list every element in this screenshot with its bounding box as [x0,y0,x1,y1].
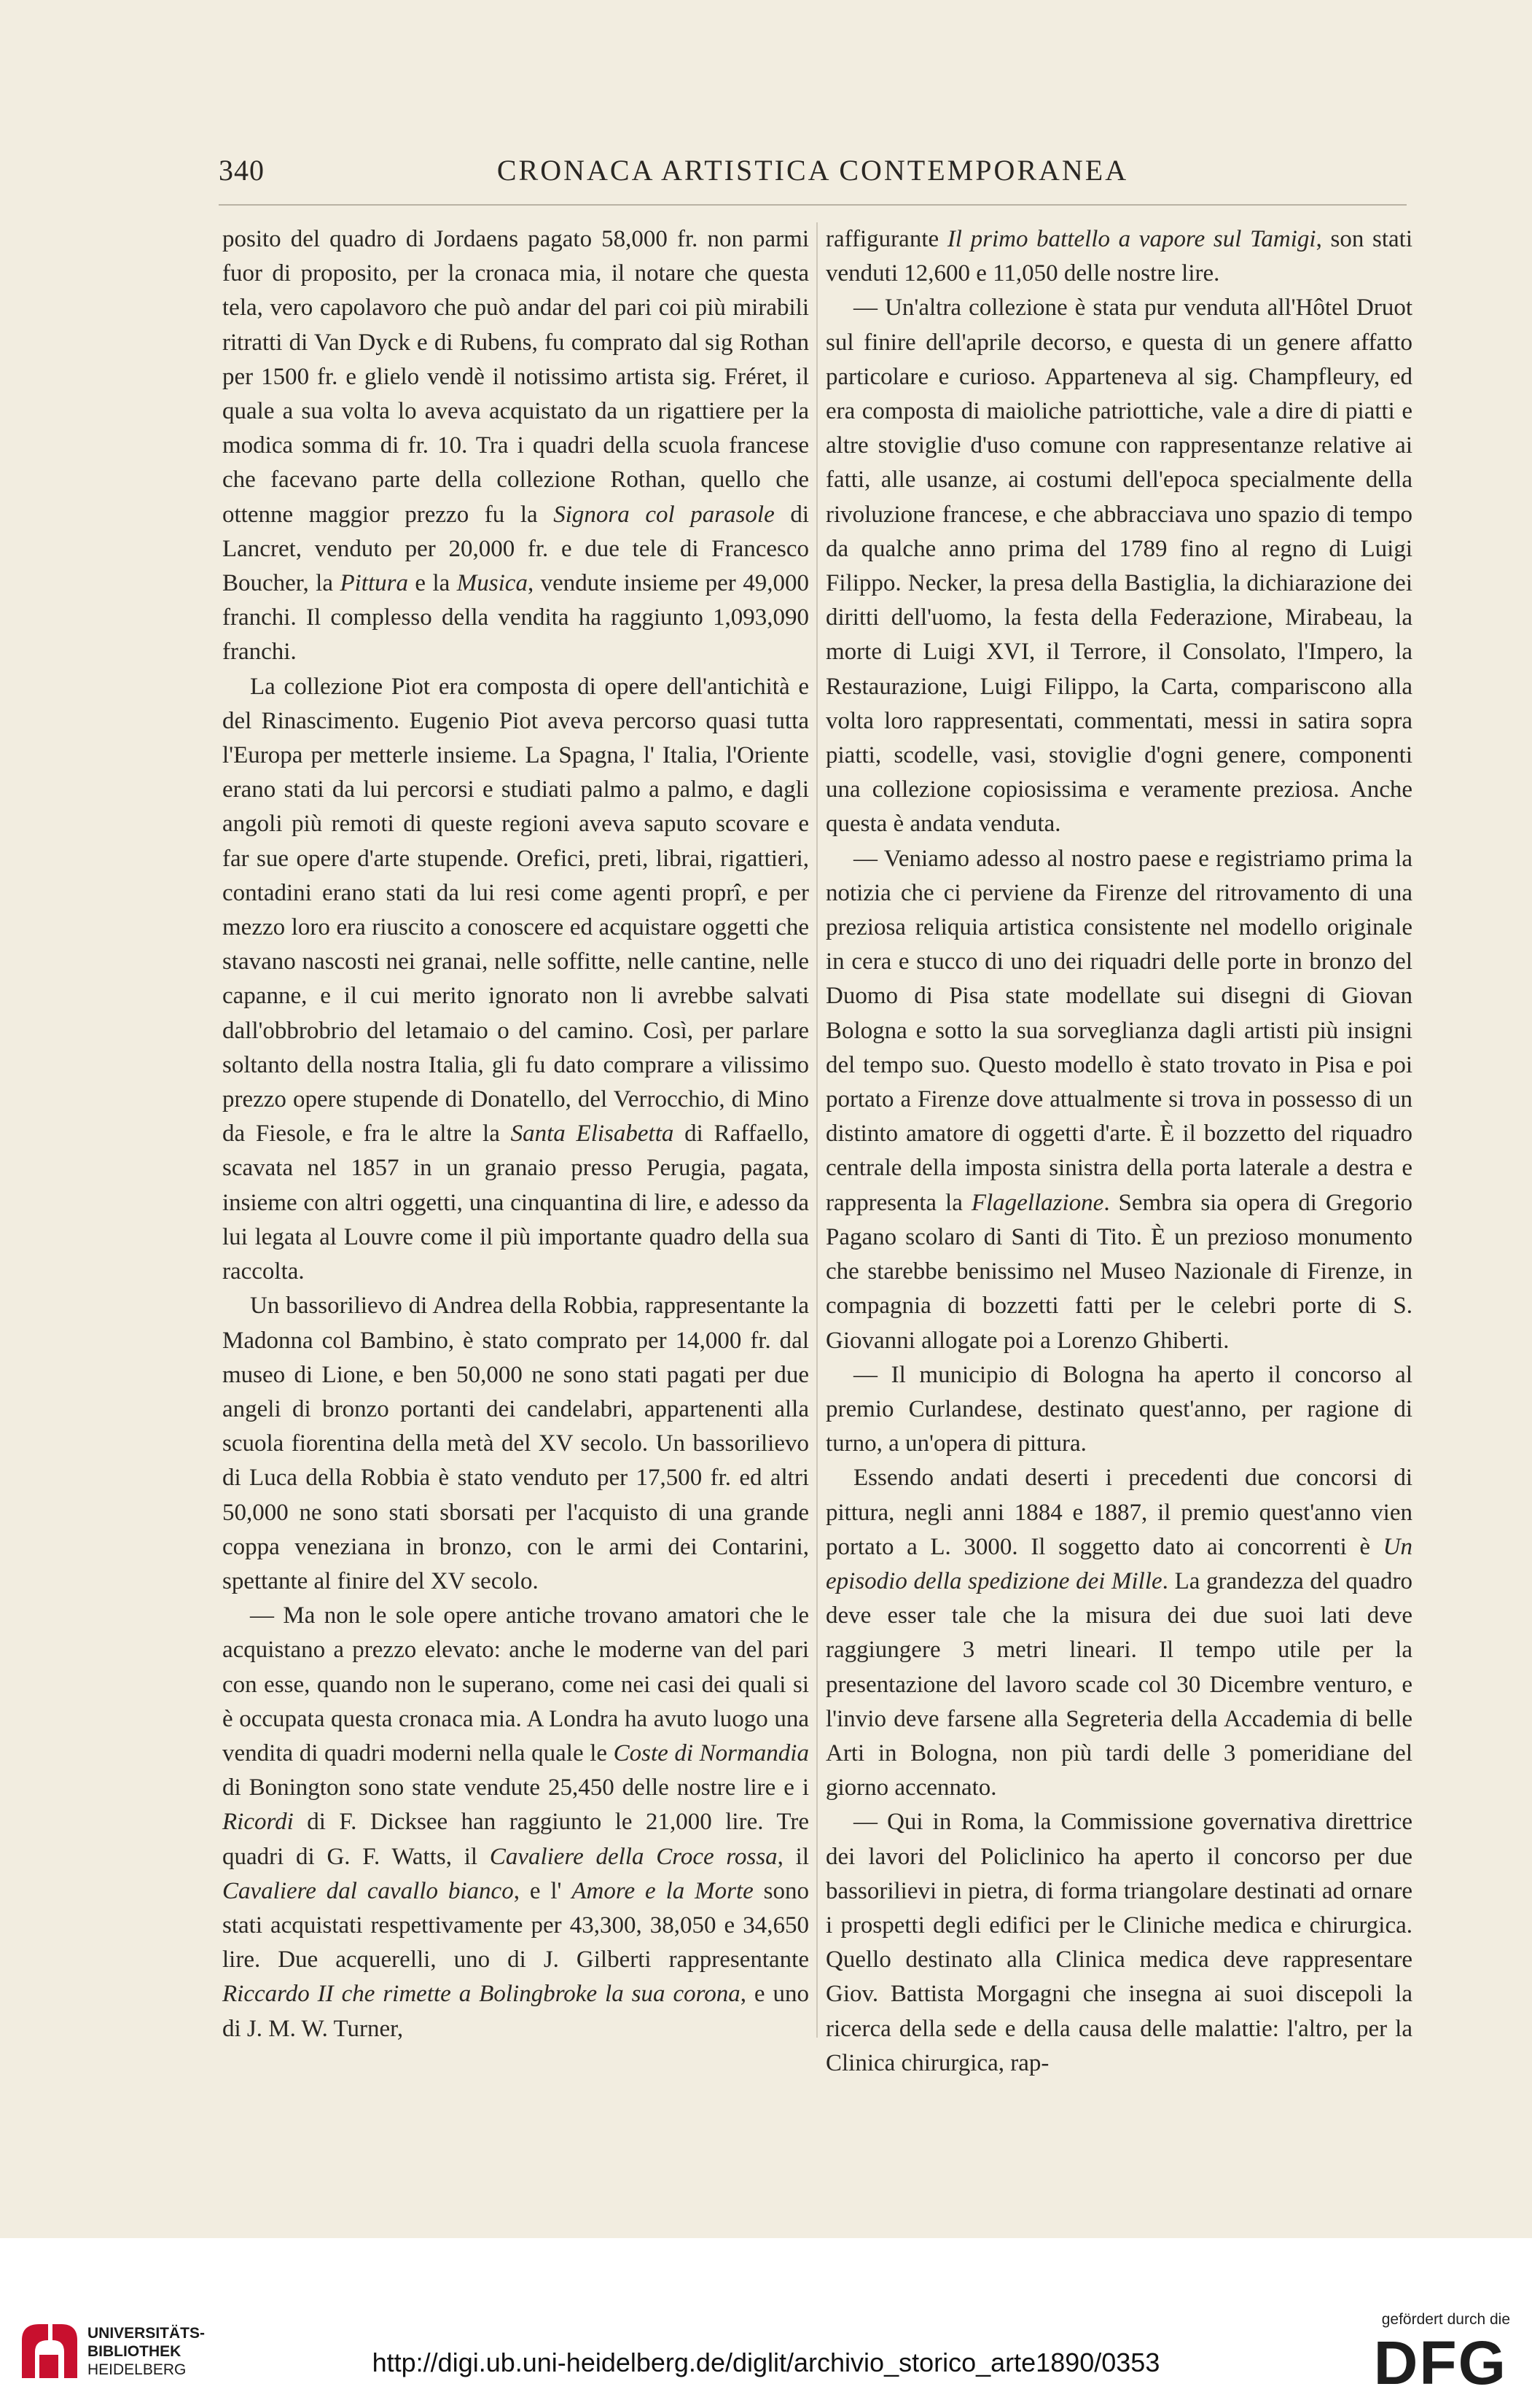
dfg-logo-text: DFG [1373,2331,1507,2390]
library-name-line: BIBLIOTHEK [87,2343,181,2360]
paragraph: posito del quadro di Jordaens pagato 58,000 fr. non parmi fuor di proposito, per la cronaca mia, il notare che questa tela, vero capolavoro che può andar del pari coi più mirabili ritratti di Van Dyck e di Rubens, fu comprato dal sig Rothan per 1500 fr. e glielo vendè il notissimo artista sig. Fréret, il quale a sua volta lo aveva acquistato da un rigattiere per la modica somma di fr. 10. Tra i quadri della scuola francese che facevano parte della collezione Rothan, quello che ottenne maggior prezzo fu la Signora col parasole di Lancret, venduto per 20,000 fr. e due tele di Francesco Boucher, la Pittura e la Musica, vendute insieme per 49,000 franchi. Il complesso della vendita ha raggiunto 1,093,090 franchi. [222,226,810,666]
paragraph: — Un'altra collezione è stata pur venduta all'Hôtel Druot sul finire dell'aprile decorso, e questa di un genere affatto particolare e curioso. Apparteneva al sig. Champfleury, ed era composta di maioliche patriottiche, vale a dire di piatti e altre stoviglie d'uso comune con rappresentanze relative ai fatti, alle usanze, ai costumi dell'epoca specialmente della rivoluzione francese, e che abbracciava uno spazio di tempo da qualche anno prima del 1789 fino al regno di Luigi Filippo. Necker, la presa della Bastiglia, la dichiarazione dei diritti dell'uomo, la festa della Federazione, Mirabeau, la morte di Luigi XVI, il Terrore, il Consolato, l'Impero, la Restaurazione, Luigi Filippo, la Carta, compariscono alla volta loro rappresentati, commentati, messi in satira sopra piatti, scodelle, vasi, stoviglie d'ogni genere, componenti una collezione copiosissima e veramente preziosa. Anche questa è andata venduta. [826,295,1412,838]
paragraph: — Veniamo adesso al nostro paese e registriamo prima la notizia che ci perviene da Firenze del ritrovamento di una preziosa reliquia artistica consistente nel modello originale in cera e stucco di uno dei riquadri delle porte in bronzo del Duomo di Pisa state modellate sui disegni di Giovan Bologna e sotto la sua sorveglianza dagli artisti più insigni del tempo suo. Questo modello è stato trovato in Pisa e poi portato a Firenze dove attualmente si trova in possesso di un distinto amatore di oggetti d'arte. È il bozzetto del riquadro centrale della imposta sinistra della porta laterale a destra e rappresenta la Flagellazione. Sembra sia opera di Gregorio Pagano scolaro di Santi di Tito. È un prezioso monumento che starebbe benissimo nel Museo Nazionale di Firenze, in compagnia di bozzetti fatti per le celebri porte di S. Giovanni allogate poi a Lorenzo Ghiberti. [826,845,1412,1354]
running-title: CRONACA ARTISTICA CONTEMPORANEA [496,154,1129,187]
digitization-footer [0,2238,1532,2408]
header-rule [219,204,1407,206]
right-column [826,222,1412,2081]
paragraph: — Qui in Roma, la Commissione governativa direttrice dei lavori del Policlinico ha aperto il concorso per due bassorilievi in pietra, di forma triangolare destinati ad ornare i prospetti degli edifici per le Cliniche medica e chirurgica. Quello destinato alla Clinica medica deve rappresentare Giov. Battista Morgagni che insegna ai suoi discepoli la ricerca della sede e della causa delle malattie: l'altro, per la Clinica chirurgica, rap- [826,1809,1412,2076]
dfg-logo-icon [1335,2331,1510,2390]
paragraph: Un bassorilievo di Andrea della Robbia, rappresentante la Madonna col Bambino, è stato comprato per 14,000 fr. dal museo di Lione, e ben 50,000 ne sono stati pagati per due angeli di bronzo portanti dei candelabri, appartenenti alla scuola fiorentina della metà del XV secolo. Un bassorilievo di Luca della Robbia è stato venduto per 17,500 fr. ed altri 50,000 ne sono stati sborsati per l'acquisto di una grande coppa veneziana in bronzo, con le armi dei Contarini, spettante al finire del XV secolo. [222,1293,809,1594]
library-name-line: UNIVERSITÄTS- [87,2325,206,2342]
paragraph: — Ma non le sole opere antiche trovano amatori che le acquistano a prezzo elevato: anche le moderne van del pari con esse, quando non le superano, come nei casi dei quali si è occupata questa cronaca mia. A Londra ha avuto luogo una vendita di quadri moderni nella quale le Coste di Normandia di Bonington sono state vendute 25,450 delle nostre lire e i Ricordi di F. Dicksee han raggiunto le 21,000 lire. Tre quadri di G. F. Watts, il Cavaliere della Croce rossa, il Cavaliere dal cavallo bianco, e l' Amore e la Morte sono stati acquistati respettivamente per 43,300, 38,050 e 34,650 lire. Due acquerelli, uno di J. Gilberti rappresentante Riccardo II che rimette a Bolingbroke la sua corona, e uno di J. M. W. Turner, [222,1602,810,2042]
page-number: 340 [219,154,265,187]
funded-by-label: gefördert durch die [1381,2311,1510,2328]
library-name-line: HEIDELBERG [87,2361,187,2378]
paragraph: — Il municipio di Bologna ha aperto il concorso al premio Curlandese, destinato quest'anno, per ragione di turno, a un'opera di pittura. [826,1361,1412,1457]
paragraph: raffigurante Il primo battello a vapore sul Tamigi, son stati venduti 12,600 e 11,050 delle nostre lire. [826,226,1412,287]
paragraph: Essendo andati deserti i precedenti due concorsi di pittura, negli anni 1884 e 1887, il premio quest'anno vien portato a L. 3000. Il soggetto dato ai concorrenti è Un episodio della spedizione dei Mille. La grandezza del quadro deve esser tale che la misura dei due suoi lati deve raggiungere 3 metri lineari. Il tempo utile per la presentazione del lavoro scade col 30 Dicembre venturo, e l'invio deve farsene alla Segreteria della Accademia di belle Arti in Bologna, non più tardi delle 3 pomeridiane del giorno accennato. [826,1465,1412,1801]
left-column [222,222,809,2046]
paragraph: La collezione Piot era composta di opere dell'antichità e del Rinascimento. Eugenio Piot aveva percorso quasi tutta l'Europa per metterle insieme. La Spagna, l' Italia, l'Oriente erano stati da lui percorsi e studiati palmo a palmo, e dagli angoli più remoti di queste regioni aveva saputo scovare e far sue opere d'arte stupende. Orefici, preti, librai, rigattieri, contadini erano stati da lui resi come agenti proprî, e per mezzo loro era riuscito a conoscere ed acquistare oggetti che stavano nascosti nei granai, nelle soffitte, nelle cantine, nelle capanne, e il cui merito ignorato non li avrebbe salvati dall'obbrobrio del letamaio o del camino. Così, per parlare soltanto della nostra Italia, gli fu dato comprare a vilissimo prezzo opere stupende di Donatello, del Verrocchio, di Mino da Fiesole, e fra le altre la Santa Elisabetta di Raffaello, scavata nel 1857 in un granaio presso Perugia, pagata, insieme con altri oggetti, una cinquantina di lire, e adesso da lui legata al Louvre come il più importante quadro della sua raccolta. [222,673,809,1285]
permalink-url[interactable]: http://digi.ub.uni-heidelberg.de/diglit/archivio_storico_arte1890/0353 [372,2347,1160,2377]
page-header [219,153,1407,197]
column-divider [816,222,818,2038]
